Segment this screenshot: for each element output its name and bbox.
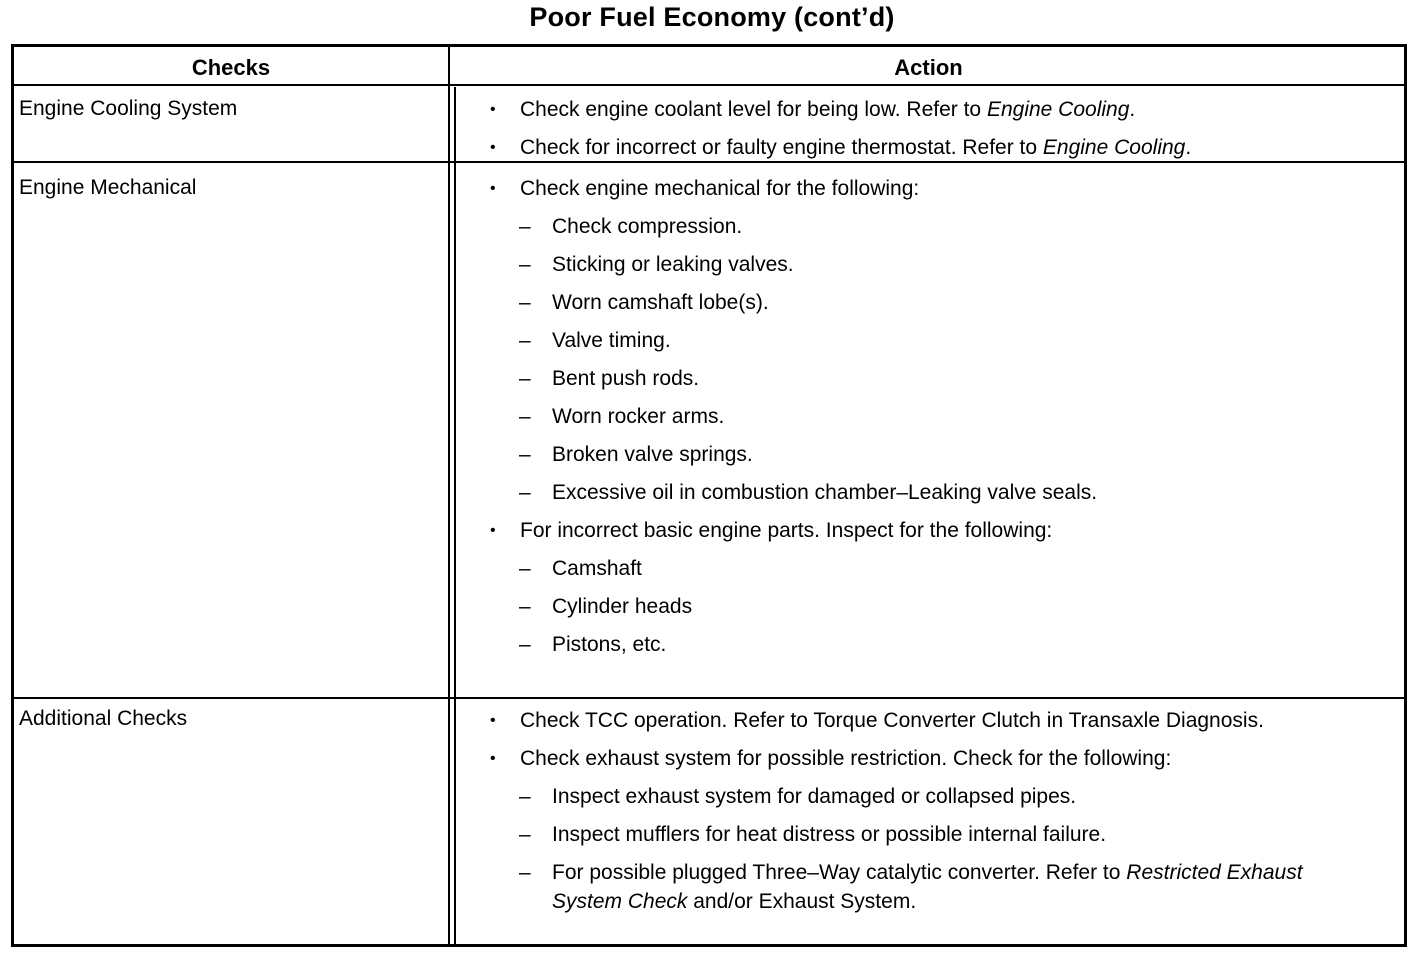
list-item: [490, 516, 1370, 545]
item-text: Check exhaust system for possible restriction. Check for the following:: [520, 747, 1172, 770]
diagnostic-table: [11, 44, 1407, 947]
page-title: Poor Fuel Economy (cont’d): [529, 2, 895, 32]
header-action: Action: [894, 55, 963, 80]
item-text: Bent push rods.: [552, 367, 700, 390]
item-text: Excessive oil in combustion chamber–Leaking valve seals.: [552, 481, 1098, 504]
column-divider: [448, 47, 450, 944]
list-item: [490, 95, 1370, 124]
sub-item: [490, 592, 1370, 621]
item-text: For incorrect basic engine parts. Inspect for the following:: [520, 519, 1053, 542]
sub-item: [490, 440, 1370, 469]
item-tail: .: [1129, 98, 1136, 121]
item-text: Check compression.: [552, 215, 743, 238]
sub-item: [490, 554, 1370, 583]
list-item: [490, 133, 1370, 162]
header-divider: [14, 84, 1404, 86]
list-item: [490, 174, 1370, 203]
sub-item: [490, 782, 1370, 811]
action-list-engine-mechanical: [490, 174, 1370, 668]
sub-item: [490, 212, 1370, 241]
check-engine-cooling-system: Engine Cooling System: [19, 97, 238, 120]
item-text: Check TCC operation. Refer to Torque Converter Clutch in Transaxle Diagnosis.: [520, 709, 1264, 732]
reference-text: Restricted Exhaust System Check: [552, 861, 1303, 913]
item-text: Check engine coolant level for being low. Refer to: [520, 98, 987, 121]
item-text: Pistons, etc.: [552, 633, 667, 656]
item-text: Broken valve springs.: [552, 443, 753, 466]
reference-text: Engine Cooling: [986, 98, 1130, 121]
column-divider-inner: [454, 87, 456, 944]
list-item: [490, 744, 1370, 773]
sub-item: [490, 326, 1370, 355]
sub-item: [490, 858, 1370, 916]
sub-item: [490, 630, 1370, 659]
reference-text: Engine Cooling: [1042, 136, 1186, 159]
item-text: Sticking or leaking valves.: [552, 253, 794, 276]
check-additional-checks: Additional Checks: [19, 707, 188, 730]
header-checks: Checks: [191, 55, 271, 80]
action-items: [490, 706, 1370, 916]
sub-item: [490, 250, 1370, 279]
item-text: Worn camshaft lobe(s).: [552, 291, 769, 314]
sub-item: [490, 288, 1370, 317]
item-text: Camshaft: [552, 557, 642, 580]
row-divider: [14, 697, 1404, 699]
item-text: For possible plugged Three–Way catalytic converter. Refer to: [552, 861, 1127, 884]
item-text: Inspect exhaust system for damaged or collapsed pipes.: [552, 785, 1077, 808]
sub-item: [490, 364, 1370, 393]
action-items: [490, 174, 1370, 659]
item-text: Inspect mufflers for heat distress or possible internal failure.: [552, 823, 1107, 846]
item-tail: and/or Exhaust System.: [687, 890, 917, 913]
item-tail: .: [1185, 136, 1192, 159]
action-items: [490, 95, 1370, 162]
sub-item: [490, 820, 1370, 849]
item-text: Cylinder heads: [552, 595, 693, 618]
action-list-engine-cooling: [490, 95, 1370, 171]
sub-item: [490, 478, 1370, 507]
list-item: [490, 706, 1370, 735]
sub-item: [490, 402, 1370, 431]
action-list-additional-checks: [490, 706, 1370, 925]
item-text: Check for incorrect or faulty engine thermostat. Refer to: [520, 136, 1043, 159]
check-engine-mechanical: Engine Mechanical: [19, 176, 197, 199]
item-text: Valve timing.: [552, 329, 671, 352]
item-text: Worn rocker arms.: [552, 405, 725, 428]
item-text: Check engine mechanical for the following:: [520, 177, 920, 200]
